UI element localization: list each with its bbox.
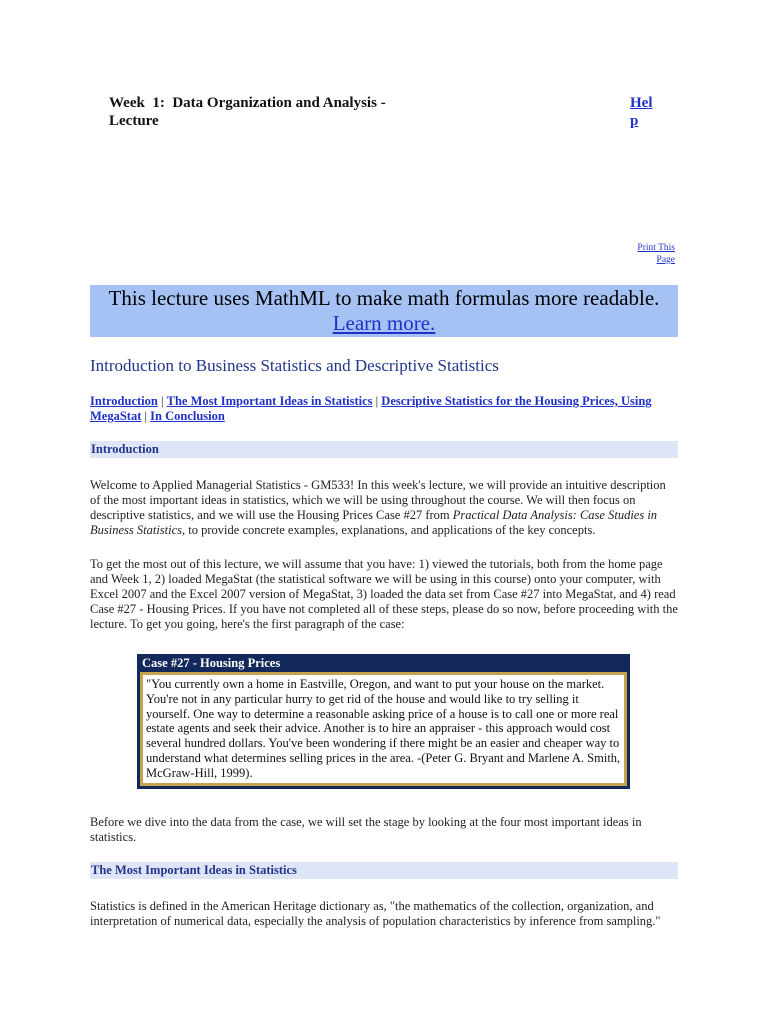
mathml-notice-text: This lecture uses MathML to make math formulas more readable. [108,286,660,310]
lecture-title: Week 1: Data Organization and Analysis - Lecture [109,95,390,129]
intro-text-end: to provide concrete examples, explanations, and applications of the key concepts. [185,523,596,537]
case-study-box [137,654,630,789]
section-heading-important-ideas: The Most Important Ideas in Statistics [90,862,678,879]
page-title: Introduction to Business Statistics and Descriptive Statistics [90,356,499,375]
book-title: Practical Data Analysis: Case Studies in Business Statistics, [90,508,658,537]
intro-paragraph-transition: Before we dive into the data from the case, we will set the stage by looking at the four most important ideas in statistics. [90,815,642,844]
intro-paragraph-welcome [90,478,678,538]
print-page-link[interactable]: Print This Page [637,243,675,265]
nav-link-important-ideas[interactable]: The Most Important Ideas in Statistics [166,394,373,408]
intro-text-start: Welcome to Applied Managerial Statistics - GM533! In this week's lecture, we will provide an intuitive description of the most important ideas in statistics, which we will be using throughout the course. We will then focus on descriptive statistics, and we will use the Housing Prices Case #27 from [90,478,666,522]
mathml-notice [90,285,678,337]
help-link[interactable]: Help [630,95,653,129]
case-study-quote: "You currently own a home in Eastville, Oregon, and want to put your house on the market. You're not in any particular hurry to get rid of the house and would like to try selling it yourself. One way to determine a reasonable asking price of a house is to call one or more real estate agents and seek their advice. Another is to hire an appraiser - this approach would cost several hundred dollars. You've been wondering if there might be an easier and cheaper way to understand what determines selling prices in the area. -(Peter G. Bryant and Marlene A. Smith, McGraw-Hill, 1999). [140,672,627,786]
case-study-title: Case #27 - Housing Prices [142,656,281,670]
nav-separator: | [375,394,379,408]
print-link-container [630,242,675,266]
learn-more-link[interactable]: Learn more. [332,311,436,335]
section-heading-introduction: Introduction [90,441,678,458]
nav-link-descriptive-statistics[interactable]: Descriptive Statistics for the Housing Prices, Using MegaStat [90,394,652,423]
nav-separator: | [160,394,164,408]
nav-link-in-conclusion[interactable]: In Conclusion [150,409,225,423]
intro-paragraph-prerequisites: To get the most out of this lecture, we will assume that you have: 1) viewed the tutorials, both from the home page and Week 1, 2) loaded MegaStat (the statistical software we will be using in this course) onto your computer, with Excel 2007 and the Excel 2007 version of MegaStat, 3) loaded the data set from Case #27 into MegaStat, and 4) read Case #27 - Housing Prices. If you have not completed all of these steps, please do so now, before proceeding with the lecture. To get you going, here's the first paragraph of the case: [90,557,678,631]
nav-link-introduction[interactable]: Introduction [90,394,158,408]
section-nav [90,394,678,424]
important-ideas-paragraph: Statistics is defined in the American Heritage dictionary as, "the mathematics of the collection, organization, and interpretation of numerical data, especially the analysis of population characteristics by inference from sampling." [90,899,661,928]
help-link-container [630,94,658,130]
nav-separator: | [144,409,148,423]
